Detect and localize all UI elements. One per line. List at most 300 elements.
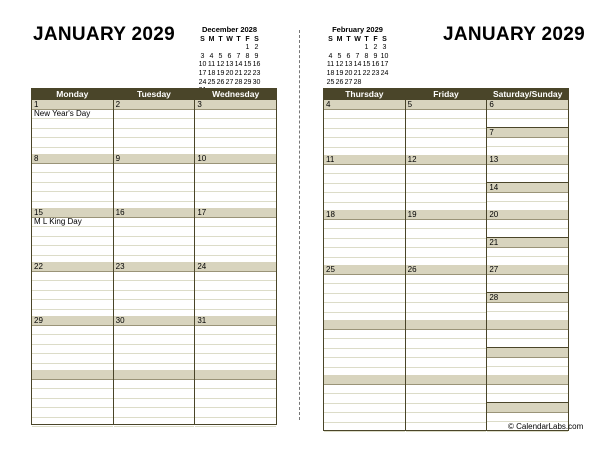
day-number: 1 — [32, 100, 113, 110]
writing-line — [114, 408, 195, 417]
writing-line — [406, 358, 487, 367]
writing-line — [406, 330, 487, 339]
writing-line — [487, 413, 568, 422]
day-cell — [195, 154, 277, 208]
writing-line — [114, 237, 195, 246]
writing-line — [32, 173, 113, 182]
day-box — [324, 155, 405, 209]
mini-day: 17 — [380, 61, 389, 69]
writing-line — [114, 291, 195, 300]
writing-line — [324, 349, 405, 358]
writing-line — [324, 174, 405, 183]
day-number: 5 — [406, 100, 487, 110]
writing-line — [195, 183, 276, 192]
writing-line — [195, 110, 276, 119]
mini-weekday-label: T — [346, 35, 351, 43]
day-box — [114, 208, 195, 262]
writing-line — [114, 345, 195, 354]
mini-day: 10 — [380, 52, 389, 60]
mini-day: 22 — [362, 69, 371, 77]
mini-day: 25 — [326, 78, 335, 86]
day-number: 22 — [32, 262, 113, 272]
mini-day: 23 — [371, 69, 380, 77]
writing-line — [406, 174, 487, 183]
writing-line — [114, 335, 195, 344]
weekday-header: Wednesday — [195, 89, 277, 100]
day-number: 3 — [195, 100, 276, 110]
weekday-header: Tuesday — [113, 89, 195, 100]
mini-calendar-week — [326, 44, 389, 53]
mini-day: 14 — [353, 61, 362, 69]
mini-day: 21 — [353, 69, 362, 77]
week-row — [32, 100, 277, 155]
writing-line — [195, 354, 276, 363]
mini-day: 21 — [234, 69, 243, 77]
day-number: 18 — [324, 210, 405, 220]
sunday-box — [487, 183, 568, 210]
writing-line — [32, 408, 113, 417]
writing-line — [324, 110, 405, 119]
writing-line — [324, 294, 405, 303]
mini-day: 6 — [346, 52, 351, 60]
mini-calendar-weekdays — [198, 36, 261, 45]
day-number: 19 — [406, 210, 487, 220]
day-number: 7 — [487, 128, 568, 138]
writing-line — [32, 389, 113, 398]
day-number: 14 — [487, 183, 568, 193]
day-number: 6 — [487, 100, 568, 110]
writing-line — [195, 192, 276, 201]
saturday-box — [487, 210, 568, 238]
saturday-box — [487, 375, 568, 403]
saturday-box — [487, 265, 568, 293]
day-box — [195, 316, 276, 370]
day-cell — [32, 316, 114, 370]
mini-day: 23 — [252, 69, 261, 77]
mini-day: 10 — [198, 61, 207, 69]
mini-day: 12 — [216, 61, 225, 69]
weekend-cell — [487, 265, 569, 320]
day-box — [32, 208, 113, 262]
day-cell — [113, 370, 195, 425]
writing-line — [324, 413, 405, 422]
writing-line — [195, 399, 276, 408]
day-box — [195, 262, 276, 316]
day-cell — [32, 100, 114, 155]
mini-day: 25 — [207, 78, 216, 86]
writing-line — [487, 138, 568, 147]
day-cell — [113, 154, 195, 208]
day-cell — [195, 208, 277, 262]
writing-line — [195, 335, 276, 344]
day-cell — [195, 262, 277, 316]
writing-line — [324, 239, 405, 248]
writing-line — [406, 413, 487, 422]
mini-day: 20 — [344, 69, 353, 77]
saturday-box — [487, 320, 568, 348]
writing-line — [195, 237, 276, 246]
writing-line — [114, 119, 195, 128]
mini-day: 16 — [252, 61, 261, 69]
mini-day: 7 — [236, 52, 241, 60]
day-number — [324, 375, 405, 385]
day-cell — [324, 265, 406, 320]
day-cell — [405, 375, 487, 431]
writing-line — [195, 119, 276, 128]
day-cell — [324, 320, 406, 375]
writing-line — [487, 110, 568, 119]
day-number: 4 — [324, 100, 405, 110]
writing-line — [406, 129, 487, 138]
day-cell — [32, 154, 114, 208]
mini-day: 16 — [371, 61, 380, 69]
writing-line — [195, 380, 276, 389]
sunday-box — [487, 128, 568, 155]
mini-weekday-label: F — [245, 35, 250, 43]
writing-line — [406, 110, 487, 119]
writing-line — [114, 354, 195, 363]
mini-day: 5 — [218, 52, 223, 60]
writing-line — [406, 138, 487, 147]
writing-line — [114, 138, 195, 147]
weekend-cell — [487, 210, 569, 265]
writing-line — [32, 237, 113, 246]
weekday-header-row — [324, 89, 569, 100]
day-box — [406, 210, 487, 264]
mini-day: 2 — [373, 44, 378, 52]
writing-line — [406, 220, 487, 229]
day-number: 26 — [406, 265, 487, 275]
writing-line — [406, 165, 487, 174]
day-number: 12 — [406, 155, 487, 165]
mini-calendar-title: December 2028 — [201, 25, 258, 34]
mini-weekday-label: T — [364, 35, 369, 43]
writing-line — [32, 300, 113, 309]
day-number — [487, 348, 568, 358]
week-row — [32, 262, 277, 316]
day-box — [114, 100, 195, 154]
mini-weekday-label: S — [200, 35, 205, 43]
mini-day: 7 — [355, 52, 360, 60]
day-number: 11 — [324, 155, 405, 165]
mini-day: 19 — [335, 69, 344, 77]
writing-line — [195, 281, 276, 290]
writing-line — [32, 119, 113, 128]
day-box — [32, 316, 113, 370]
mini-day: 13 — [225, 61, 234, 69]
day-box — [32, 100, 113, 154]
writing-line — [406, 303, 487, 312]
day-cell — [113, 316, 195, 370]
day-cell — [195, 316, 277, 370]
writing-line — [406, 385, 487, 394]
mini-weekday-label: F — [373, 35, 378, 43]
writing-line — [406, 193, 487, 202]
writing-line — [324, 404, 405, 413]
mini-day: 24 — [380, 69, 389, 77]
day-cell — [324, 155, 406, 210]
mini-calendar-week — [326, 70, 389, 79]
mini-day: 11 — [326, 61, 335, 69]
day-number: 10 — [195, 154, 276, 164]
writing-line — [195, 218, 276, 227]
mini-day — [344, 44, 353, 53]
mini-day: 15 — [243, 61, 252, 69]
left-week-grid — [31, 88, 277, 425]
day-cell — [324, 210, 406, 265]
writing-line — [487, 330, 568, 339]
saturday-box — [487, 100, 568, 128]
writing-line — [195, 418, 276, 427]
day-number — [32, 370, 113, 380]
day-box — [114, 262, 195, 316]
mini-weekday-label: M — [208, 35, 215, 43]
writing-line — [195, 173, 276, 182]
day-number — [487, 403, 568, 413]
mini-day: 19 — [216, 69, 225, 77]
mini-day: 4 — [209, 52, 214, 60]
right-page-title: JANUARY 2029 — [443, 24, 585, 45]
writing-line — [195, 129, 276, 138]
writing-line — [114, 129, 195, 138]
writing-line — [324, 284, 405, 293]
writing-line — [324, 220, 405, 229]
day-box — [406, 155, 487, 209]
day-number — [487, 320, 568, 330]
mini-calendar-week — [198, 79, 261, 88]
mini-day: 8 — [245, 52, 250, 60]
mini-calendar-week — [326, 53, 389, 62]
writing-line — [195, 345, 276, 354]
weekday-header: Monday — [32, 89, 114, 100]
writing-line — [324, 330, 405, 339]
day-cell — [405, 320, 487, 375]
week-row — [32, 154, 277, 208]
writing-line — [32, 326, 113, 335]
mini-calendar-week — [198, 53, 261, 62]
writing-line — [324, 129, 405, 138]
writing-line — [487, 303, 568, 312]
mini-day: 26 — [216, 78, 225, 86]
day-box — [324, 375, 405, 429]
mini-day: 30 — [252, 78, 261, 86]
mini-day: 15 — [362, 61, 371, 69]
mini-day: 5 — [337, 52, 342, 60]
writing-line — [324, 193, 405, 202]
mini-weekday-label: W — [354, 35, 361, 43]
writing-line — [195, 138, 276, 147]
writing-line — [32, 183, 113, 192]
day-box — [406, 320, 487, 374]
writing-line — [195, 227, 276, 236]
sunday-box — [487, 293, 568, 320]
mini-calendar-week — [326, 61, 389, 70]
mini-day: 3 — [200, 52, 205, 60]
writing-line — [487, 248, 568, 257]
writing-line — [324, 423, 405, 432]
mini-day — [225, 44, 234, 53]
mini-day: 13 — [344, 61, 353, 69]
mini-weekday-label: M — [336, 35, 343, 43]
mini-calendar-week — [198, 44, 261, 53]
writing-line — [114, 389, 195, 398]
writing-line — [32, 354, 113, 363]
mini-day: 28 — [353, 78, 362, 86]
mini-day: 2 — [254, 44, 259, 52]
week-row — [324, 100, 569, 156]
mini-day — [198, 44, 207, 53]
writing-line — [406, 119, 487, 128]
day-number: 16 — [114, 208, 195, 218]
day-cell — [195, 100, 277, 155]
weekday-header: Saturday/Sunday — [487, 89, 569, 100]
weekend-cell — [487, 155, 569, 210]
mini-day: 18 — [326, 69, 335, 77]
mini-day — [326, 44, 335, 53]
writing-line — [487, 165, 568, 174]
day-cell — [195, 370, 277, 425]
writing-line — [32, 380, 113, 389]
mini-calendar-week — [198, 70, 261, 79]
day-number: 21 — [487, 238, 568, 248]
mini-day: 20 — [225, 69, 234, 77]
writing-line — [324, 358, 405, 367]
writing-line — [114, 218, 195, 227]
mini-day — [335, 44, 344, 53]
writing-line — [114, 300, 195, 309]
writing-line — [406, 294, 487, 303]
writing-line — [114, 418, 195, 427]
mini-weekday-label: S — [254, 35, 259, 43]
day-number: 24 — [195, 262, 276, 272]
day-box — [324, 265, 405, 319]
saturday-box — [487, 155, 568, 183]
weekday-header: Thursday — [324, 89, 406, 100]
writing-line — [324, 184, 405, 193]
writing-line — [195, 164, 276, 173]
writing-line — [324, 119, 405, 128]
writing-line — [114, 110, 195, 119]
mini-calendar-table — [326, 36, 389, 88]
day-note: New Year's Day — [32, 110, 113, 119]
writing-line — [32, 345, 113, 354]
day-cell — [405, 265, 487, 320]
writing-line — [114, 380, 195, 389]
writing-line — [32, 192, 113, 201]
day-box — [324, 320, 405, 374]
writing-line — [32, 164, 113, 173]
writing-line — [32, 129, 113, 138]
mini-day: 27 — [225, 78, 234, 86]
day-box — [324, 100, 405, 154]
writing-line — [324, 275, 405, 284]
writing-line — [114, 227, 195, 236]
day-cell — [113, 208, 195, 262]
mini-weekday-label: T — [236, 35, 241, 43]
writing-line — [406, 239, 487, 248]
writing-line — [406, 394, 487, 403]
left-page-title: JANUARY 2029 — [33, 24, 175, 45]
week-row — [324, 155, 569, 210]
writing-line — [32, 272, 113, 281]
mini-weekday-label: T — [218, 35, 223, 43]
writing-line — [32, 246, 113, 255]
writing-line — [114, 246, 195, 255]
day-cell — [324, 100, 406, 156]
day-number: 27 — [487, 265, 568, 275]
writing-line — [324, 229, 405, 238]
mini-calendar-weekdays — [326, 36, 389, 45]
writing-line — [324, 394, 405, 403]
day-number: 28 — [487, 293, 568, 303]
writing-line — [324, 339, 405, 348]
writing-line — [487, 385, 568, 394]
week-row — [324, 320, 569, 375]
writing-line — [406, 248, 487, 257]
mini-day: 6 — [227, 52, 232, 60]
mini-day — [371, 79, 380, 88]
writing-line — [324, 165, 405, 174]
writing-line — [114, 272, 195, 281]
day-number — [324, 320, 405, 330]
week-row — [32, 316, 277, 370]
writing-line — [32, 335, 113, 344]
mini-day: 1 — [364, 44, 369, 52]
mini-day: 26 — [335, 78, 344, 86]
writing-line — [114, 192, 195, 201]
mini-day: 4 — [328, 52, 333, 60]
writing-line — [114, 183, 195, 192]
writing-line — [32, 291, 113, 300]
day-number: 2 — [114, 100, 195, 110]
day-cell — [324, 375, 406, 431]
mini-day: 29 — [243, 78, 252, 86]
writing-line — [324, 248, 405, 257]
day-cell — [32, 370, 114, 425]
writing-line — [32, 399, 113, 408]
week-row — [324, 210, 569, 265]
day-cell — [113, 100, 195, 155]
writing-line — [324, 385, 405, 394]
day-number: 23 — [114, 262, 195, 272]
mini-calendar-december — [198, 26, 261, 96]
writing-line — [487, 193, 568, 202]
day-box — [32, 370, 113, 424]
mini-calendar-week — [198, 61, 261, 70]
day-box — [32, 262, 113, 316]
day-number: 17 — [195, 208, 276, 218]
writing-line — [114, 164, 195, 173]
mini-day — [362, 79, 371, 88]
day-number: 9 — [114, 154, 195, 164]
day-number — [195, 370, 276, 380]
writing-line — [195, 389, 276, 398]
day-number: 15 — [32, 208, 113, 218]
week-row — [324, 265, 569, 320]
day-number: 25 — [324, 265, 405, 275]
credit: © CalendarLabs.com — [508, 422, 584, 431]
day-box — [32, 154, 113, 208]
writing-line — [487, 358, 568, 367]
writing-line — [32, 418, 113, 427]
day-box — [114, 316, 195, 370]
mini-calendar-week — [326, 79, 389, 88]
mini-calendar-table — [198, 36, 261, 96]
day-cell — [32, 208, 114, 262]
writing-line — [406, 229, 487, 238]
day-box — [406, 100, 487, 154]
day-box — [406, 375, 487, 429]
